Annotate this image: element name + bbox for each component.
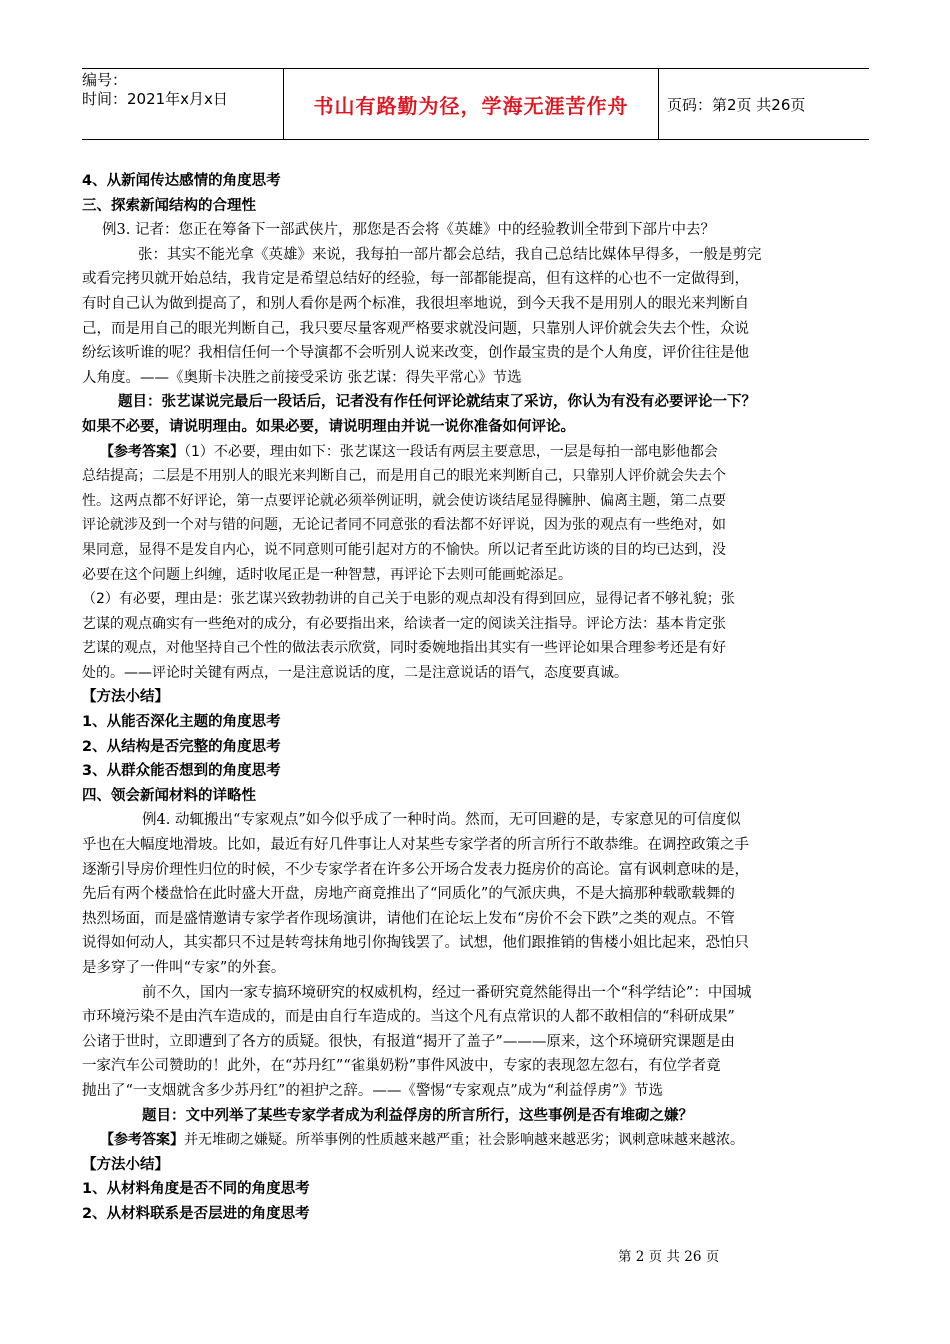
example-line: 先后有两个楼盘恰在此时盛大开盘，房地产商竟推出了“同质化”的气派庆典，不是大搞那种载歌载舞的 [82, 886, 735, 903]
example-line: 例3. 记者：您正在筹备下一部武侠片，那您是否会将《英雄》中的经验教训全带到下部片中去？ [102, 222, 715, 239]
method-summary-heading: 【方法小结】 [82, 1156, 169, 1173]
example-line: 或看完拷贝就开始总结，我肯定是希望总结好的经验，每一部都能提高，但有这样的心也不一定做得到， [82, 271, 749, 288]
page-footer: 第 2 页 共 26 页 [618, 1249, 720, 1265]
page-header [82, 68, 869, 140]
example-line: 公诸于世时，立即遭到了各方的质疑。很快，有报道“揭开了盖子”———原来，这个环境研究课题是由 [82, 1033, 735, 1050]
header-page-info: 页码：第2页 共26页 [667, 95, 806, 114]
answer-line: 果同意，显得不是发自内心，说不同意则可能引起对方的不愉快。所以记者至此访谈的目的均已达到，没 [82, 541, 726, 558]
example-line: 逐渐引导房价理性归位的时候，不少专家学者在许多公开场合发表力挺房价的高论。富有讽刺意味的是， [82, 861, 749, 878]
method-item: 1、从材料角度是否不同的角度思考 [82, 1181, 310, 1198]
example-line: 有时自己认为做到提高了，和别人看你是两个标准，我很坦率地说，到今天我不是用别人的眼光来判断自 [82, 295, 749, 312]
example-line: 纷纭该听谁的呢？我相信任何一个导演都不会听别人说来改变，创作最宝贵的是个人角度，评价往往是他 [82, 345, 749, 362]
question-line: 题目：文中列举了某些专家学者成为利益俘房的所言所行，这些事例是否有堆砌之嫌？ [142, 1107, 693, 1124]
section-heading: 4、从新闻传达感情的角度思考 [82, 173, 281, 189]
example-line: 说得如何动人，其实都只不过是转弯抹角地引你掏钱罢了。试想，他们跟推销的售楼小姐比起来，恐怕只 [82, 935, 749, 952]
example-line: 市环境污染不是由汽车造成的，而是由自行车造成的。当这个凡有点常识的人都不敢相信的“科研成果” [82, 1009, 735, 1026]
example-line: 人角度。——《奥斯卡决胜之前接受采访 张艺谋：得失平常心》节选 [82, 369, 522, 386]
example-line: 是多穿了一件叫“专家”的外套。 [82, 960, 286, 976]
document-time-label: 时间：2021年x月x日 [82, 90, 228, 108]
document-body [82, 169, 872, 1227]
answer-label: 【参考答案】 [100, 443, 184, 460]
answer-line: 处的。——评论时关键有两点，一是注意说话的度，二是注意说话的语气，态度要真诚。 [82, 664, 628, 681]
question-line: 如果不必要，请说明理由。如果必要，请说明理由并说一说你准备如何评论。 [82, 418, 575, 435]
example-line: 抛出了“一支烟就含多少苏丹红”的袒护之辞。——《警惕“专家观点”成为“利益俘虏”》节选 [82, 1082, 663, 1099]
answer-line: 评论就涉及到一个对与错的问题，无论记者同不同意张的看法都不好评说，因为张的观点有一些绝对，如 [82, 517, 726, 534]
method-summary-heading: 【方法小结】 [82, 689, 169, 706]
answer-line: （2）有必要，理由是：张艺谋兴致勃勃讲的自己关于电影的观点却没有得到回应，显得记者不够礼貌；张 [82, 591, 735, 608]
method-item: 3、从群众能否想到的角度思考 [82, 763, 281, 780]
question-line: 题目：张艺谋说完最后一段话后，记者没有作任何评论就结束了采访，你认为有没有必要评论一下？ [118, 394, 756, 411]
header-meta-cell [82, 69, 284, 139]
header-motto: 书山有路勤为径，学海无涯苦作舟 [284, 69, 659, 139]
example-line: 一家汽车公司赞助的！此外，在“苏丹红”“雀巢奶粉”事件风波中，专家的表现忽左忽右，有位学者竟 [82, 1058, 721, 1075]
example-line: 乎也在大幅度地滑坡。比如，最近有好几件事让人对某些专家学者的所言所行不敢恭维。在调控政策之手 [82, 837, 749, 854]
section-heading: 四、领会新闻材料的详略性 [82, 787, 256, 804]
answer-line: 【参考答案】并无堆砌之嫌疑。所举事例的性质越来越严重；社会影响越来越恶劣；讽刺意味越来越浓。 [100, 1132, 744, 1149]
method-item: 2、从材料联系是否层进的角度思考 [82, 1205, 310, 1222]
example-line: 前不久，国内一家专搞环境研究的权威机构，经过一番研究竟然能得出一个“科学结论”：中国城 [142, 984, 752, 1001]
answer-line: 性。这两点都不好评论，第一点要评论就必须举例证明，就会使访谈结尾显得臃肿、偏离主题，第二点要 [82, 492, 726, 509]
answer-label: 【参考答案】 [100, 1132, 184, 1149]
answer-line: 艺谋的观点，对他坚持自己个性的做法表示欣赏，同时委婉地指出其实有一些评论如果合理参考还是有好 [82, 640, 726, 657]
method-item: 2、从结构是否完整的角度思考 [82, 738, 281, 755]
answer-line: 总结提高；二层是不用别人的眼光来判断自己，而是用自己的眼光来判断自己，只靠别人评价就会失去个 [82, 468, 726, 485]
method-item: 1、从能否深化主题的角度思考 [82, 714, 281, 731]
answer-line: 必要在这个问题上纠缠，适时收尾正是一种智慧，再评论下去则可能画蛇添足。 [82, 566, 572, 583]
document-number-label: 编号： [82, 71, 128, 89]
answer-line: 艺谋的观点确实有一些绝对的成分，有必要指出来，给读者一定的阅读关注指导。评论方法：基本肯定张 [82, 615, 726, 632]
example-line: 例4. 动辄搬出“专家观点”如今似乎成了一种时尚。然而，无可回避的是，专家意见的可信度似 [142, 812, 741, 829]
example-line: 张：其实不能光拿《英雄》来说，我每拍一部片都会总结，我自己总结比媒体早得多，一般是剪完 [138, 246, 762, 263]
example-line: 己，而是用自己的眼光判断自己，我只要尽量客观严格要求就没问题，只靠别人评价就会失去个性，众说 [82, 320, 749, 337]
answer-line: 【参考答案】（1）不必要，理由如下：张艺谋这一段话有两层主要意思，一层是每拍一部电影他都会 [100, 443, 718, 460]
example-line: 热烈场面，而是盛情邀请专家学者作现场演讲，请他们在论坛上发布“房价不会下跌”之类的观点。不管 [82, 910, 735, 927]
section-heading: 三、探索新闻结构的合理性 [82, 197, 256, 214]
